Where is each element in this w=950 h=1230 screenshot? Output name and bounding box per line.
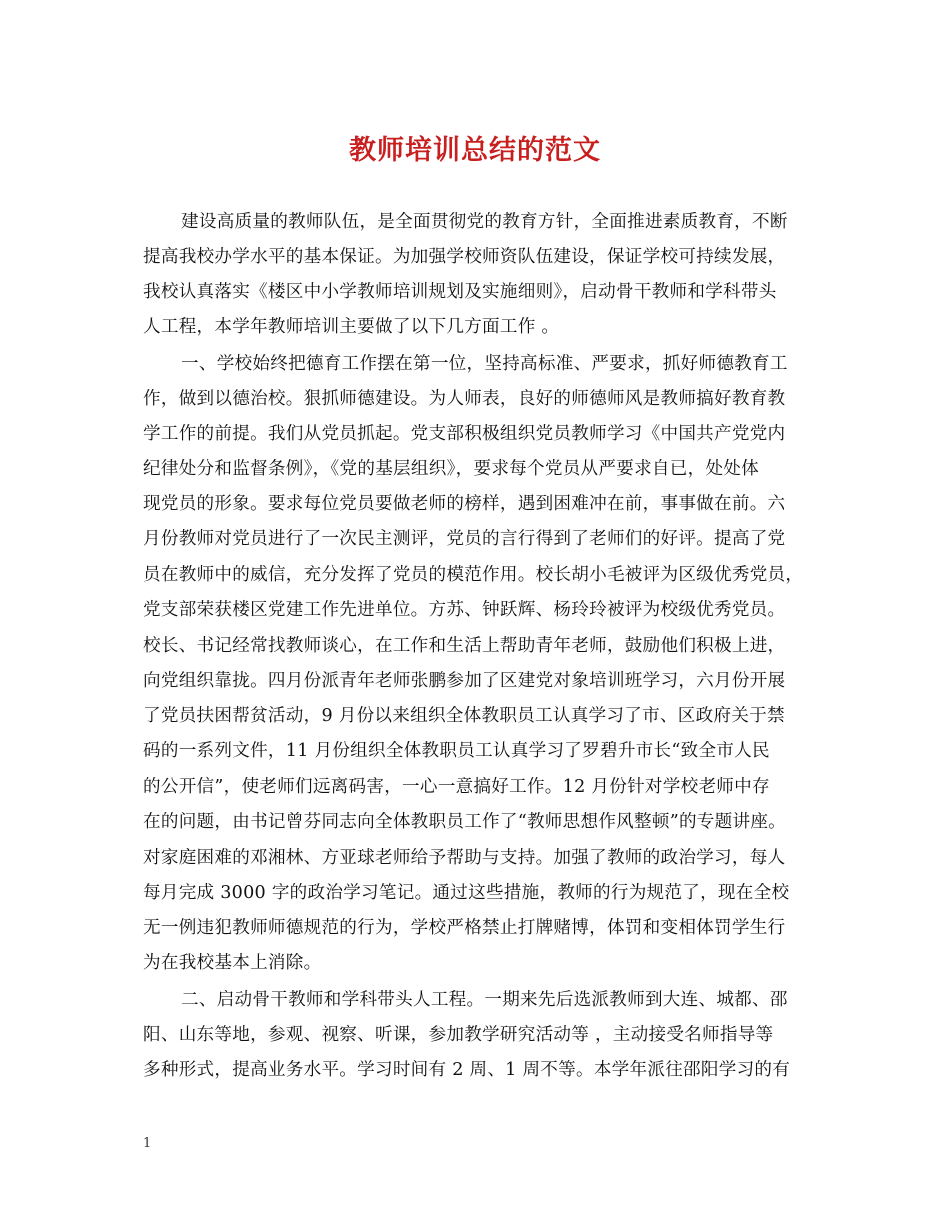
body-line: 为在我校基本上消除。 [143,953,322,973]
body-line: 了党员扶困帮贫活动，9 月份以来组织全体教职员工认真学习了市、区政府关于禁 [143,706,785,726]
document-title: 教师培训总结的范文 [349,135,601,166]
body-line: 作，做到以德治校。狠抓师德建设。为人师表，良好的师德师风是教师搞好教育教 [143,389,786,409]
body-line: 我校认真落实《楼区中小学教师培训规划及实施细则》，启动骨干教师和学科带头 [143,282,777,302]
body-line: 纪律处分和监督条例》，《党的基层组织》，要求每个党员从严要求自已，处处体 [143,459,759,479]
body-line: 一、学校始终把德育工作摆在第一位，坚持高标准、严要求，抓好师德教育工 [181,354,788,374]
body-line: 建设高质量的教师队伍，是全面贯彻党的教育方针，全面推进素质教育，不断 [181,212,788,232]
body-line: 阳、山东等地，参观、视察、听课，参加教学研究活动等 ，主动接受名师指导等 [143,1025,774,1045]
body-line: 校长、书记经常找教师谈心，在工作和生活上帮助青年老师，鼓励他们积极上进， [143,636,786,656]
body-line: 提高我校办学水平的基本保证。为加强学校师资队伍建设，保证学校可持续发展， [143,247,786,267]
page-number: 1 [143,1136,152,1151]
body-line: 的公开信”，使老师们远离码害，一心一意搞好工作。12 月份针对学校老师中存 [143,777,770,797]
body-line: 人工程，本学年教师培训主要做了以下几方面工作 。 [143,317,560,337]
body-line: 现党员的形象。要求每位党员要做老师的榜样，遇到困难冲在前，事事做在前。六 [143,494,786,514]
body-line: 向党组织靠拢。四月份派青年老师张鹏参加了区建党对象培训班学习，六月份开展 [143,671,786,691]
body-line: 对家庭困难的邓湘林、方亚球老师给予帮助与支持。加强了教师的政治学习，每人 [143,848,786,868]
body-line: 无一例违犯教师师德规范的行为，学校严格禁止打牌赌博，体罚和变相体罚学生行 [143,918,786,938]
body-line: 在的问题，由书记曾芬同志向全体教职员工作了“教师思想作风整顿”的专题讲座。 [143,812,787,832]
body-line: 员在教师中的威信，充分发挥了党员的模范作用。校长胡小毛被评为区级优秀党员， [143,565,804,585]
body-line: 党支部荣获楼区党建工作先进单位。方苏、钟跃辉、杨玲玲被评为校级优秀党员。 [143,600,786,620]
body-line: 二、启动骨干教师和学科带头人工程。一期来先后选派教师到大连、城都、邵 [181,990,788,1010]
body-line: 学工作的前提。我们从党员抓起。党支部积极组织党员教师学习《中国共产党党内 [143,424,786,444]
body-line: 月份教师对党员进行了一次民主测评，党员的言行得到了老师们的好评。提高了党 [143,529,786,549]
body-line: 每月完成 3000 字的政治学习笔记。通过这些措施，教师的行为规范了，现在全校 [143,883,790,903]
body-line: 多种形式，提高业务水平。学习时间有 2 周、1 周不等。本学年派往邵阳学习的有 [143,1060,791,1080]
body-line: 码的一系列文件，11 月份组织全体教职员工认真学习了罗碧升市长“致全市人民 [143,741,770,761]
